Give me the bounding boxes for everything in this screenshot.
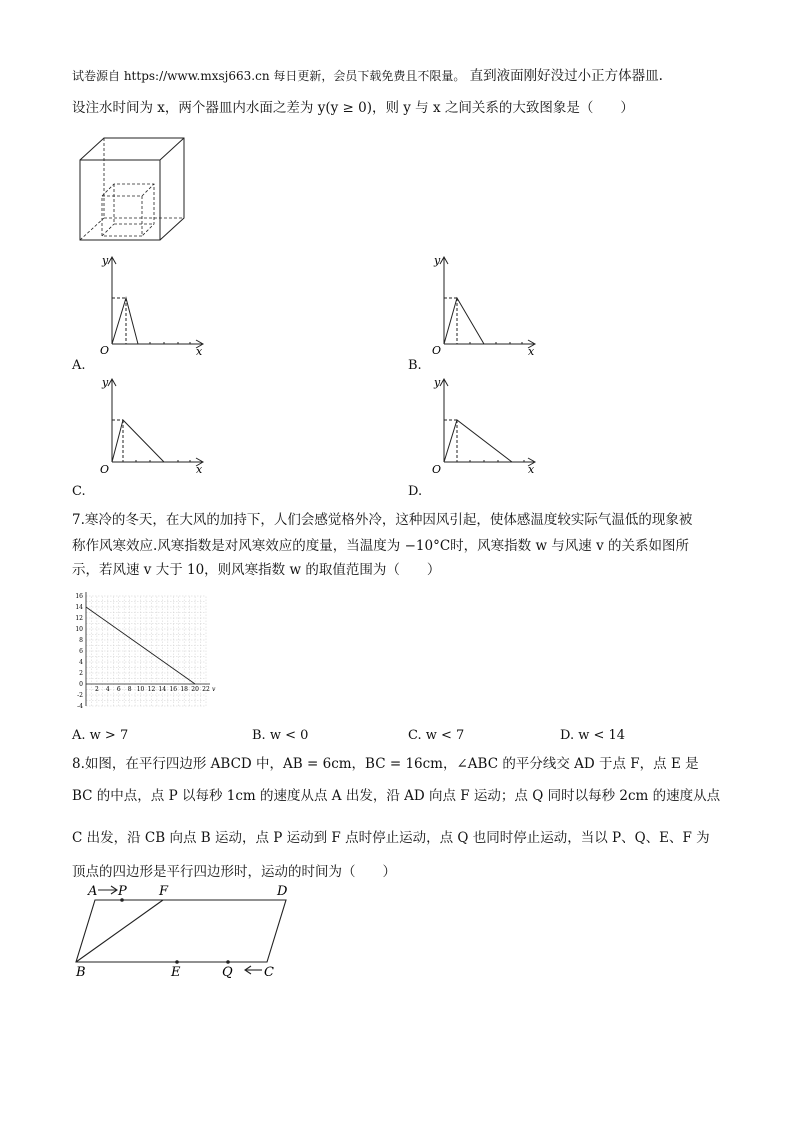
q8-line4: 顶点的四边形是平行四边形时，运动的时间为（ ） [72, 864, 396, 880]
graph-b-line [444, 298, 484, 344]
q8-line3: C 出发，沿 CB 向点 B 运动，点 P 运动到 F 点时停止运动，点 Q 也同时停止运动，当以 P、Q、E、F 为 [72, 830, 710, 846]
q7-line1: 7.寒冷的冬天，在大风的加持下，人们会感觉格外冷，这种因风引起，使体感温度较实际气温低的现象被 [72, 512, 693, 528]
cube-diagram [78, 136, 188, 242]
q7-line2: 称作风寒效应.风寒指数是对风寒效应的度量，当温度为 −10°C时，风寒指数 w 与风速 v 的关系如图所 [72, 538, 689, 554]
q6-line1-tail: 直到液面刚好没过小正方体器皿. [469, 68, 663, 84]
graph-option-a [92, 254, 212, 358]
x-tick-label: 14 [158, 686, 167, 693]
y-tick-label: 16 [75, 593, 83, 600]
origin-label: O [432, 344, 442, 357]
x-tick-label: 20 [191, 686, 199, 693]
x-tick-label: 2 [94, 686, 99, 693]
parallelogram-abcd [76, 900, 286, 962]
option-d-letter: D. [408, 484, 423, 499]
y-tick-label: -2 [77, 692, 83, 699]
origin-label: O [432, 463, 442, 476]
q8-line2: BC 的中点，点 P 以每秒 1cm 的速度从点 A 出发，沿 AD 向点 F 运动；点 Q 同时以每秒 2cm 的速度从点 [72, 788, 721, 804]
q7-option-d: D. w < 14 [560, 728, 626, 743]
y-tick-label: 0 [79, 681, 83, 688]
y-tick-label: 6 [79, 648, 83, 655]
cube-front [80, 160, 160, 240]
point-q [226, 960, 230, 964]
x-tick-label: 8 [127, 686, 132, 693]
graph-c-line [112, 420, 164, 462]
label-d: D [277, 884, 288, 899]
q7-option-b: B. w < 0 [252, 728, 309, 743]
q6-line2: 设注水时间为 x，两个器皿内水面之差为 y(y ≥ 0)，则 y 与 x 之间关系的大致图象是（ ） [72, 100, 634, 116]
origin-label: O [100, 463, 110, 476]
x-tick-label: 10 [136, 686, 145, 693]
graph-d-line [444, 420, 512, 462]
label-c: C [264, 965, 274, 980]
graph-option-c [92, 376, 212, 480]
bisector-bf [76, 900, 163, 962]
label-a: A [88, 884, 98, 899]
origin-label: O [100, 344, 110, 357]
label-e: E [171, 965, 181, 980]
x-tick-label: 16 [169, 686, 178, 693]
y-label: y [102, 254, 109, 267]
x-label: x [528, 463, 535, 476]
q7-line3: 示，若风速 v 大于 10，则风寒指数 w 的取值范围为（ ） [72, 562, 441, 578]
label-f: F [159, 884, 169, 899]
x-tick-label: 6 [116, 686, 121, 693]
wind-chill-chart [70, 588, 220, 712]
header-line [72, 64, 663, 84]
source-text: 试卷源自 https://www.mxsj663.cn 每日更新，会员下载免费且不限量。 [72, 69, 466, 83]
x-tick-label: 22 [202, 686, 210, 693]
small-cube-front [102, 196, 142, 236]
x-tick-label: 4 [105, 686, 110, 693]
y-label: y [102, 376, 109, 389]
y-tick-label: 4 [79, 659, 83, 666]
option-b-letter: B. [408, 358, 422, 373]
y-tick-label: 8 [79, 637, 83, 644]
y-tick-label: 10 [75, 626, 83, 633]
x-axis-label: v [212, 686, 216, 693]
option-a-letter: A. [72, 358, 86, 373]
y-tick-label: -4 [77, 703, 83, 710]
q8-line1: 8.如图，在平行四边形 ABCD 中，AB = 6cm，BC = 16cm，∠ABC 的平分线交 AD 于点 F，点 E 是 [72, 756, 699, 772]
x-label: x [196, 345, 203, 358]
y-tick-label: 2 [79, 670, 83, 677]
point-e [175, 960, 179, 964]
y-label: y [434, 254, 441, 267]
x-label: x [196, 463, 203, 476]
x-tick-label: 12 [147, 686, 156, 693]
label-q: Q [222, 965, 233, 980]
y-tick-label: 12 [75, 615, 83, 622]
x-tick-label: 18 [180, 686, 189, 693]
graph-option-d [424, 376, 544, 480]
graph-option-b [424, 254, 544, 358]
y-tick-label: 14 [75, 604, 83, 611]
option-c-letter: C. [72, 484, 86, 499]
cube-top-right [80, 138, 184, 240]
y-label: y [434, 376, 441, 389]
label-p: P [118, 884, 127, 899]
q7-option-a: A. w > 7 [72, 728, 129, 743]
x-label: x [528, 345, 535, 358]
q7-option-c: C. w < 7 [408, 728, 465, 743]
parallelogram-diagram [74, 880, 304, 980]
graph-a-line [112, 298, 138, 344]
label-b: B [76, 965, 86, 980]
